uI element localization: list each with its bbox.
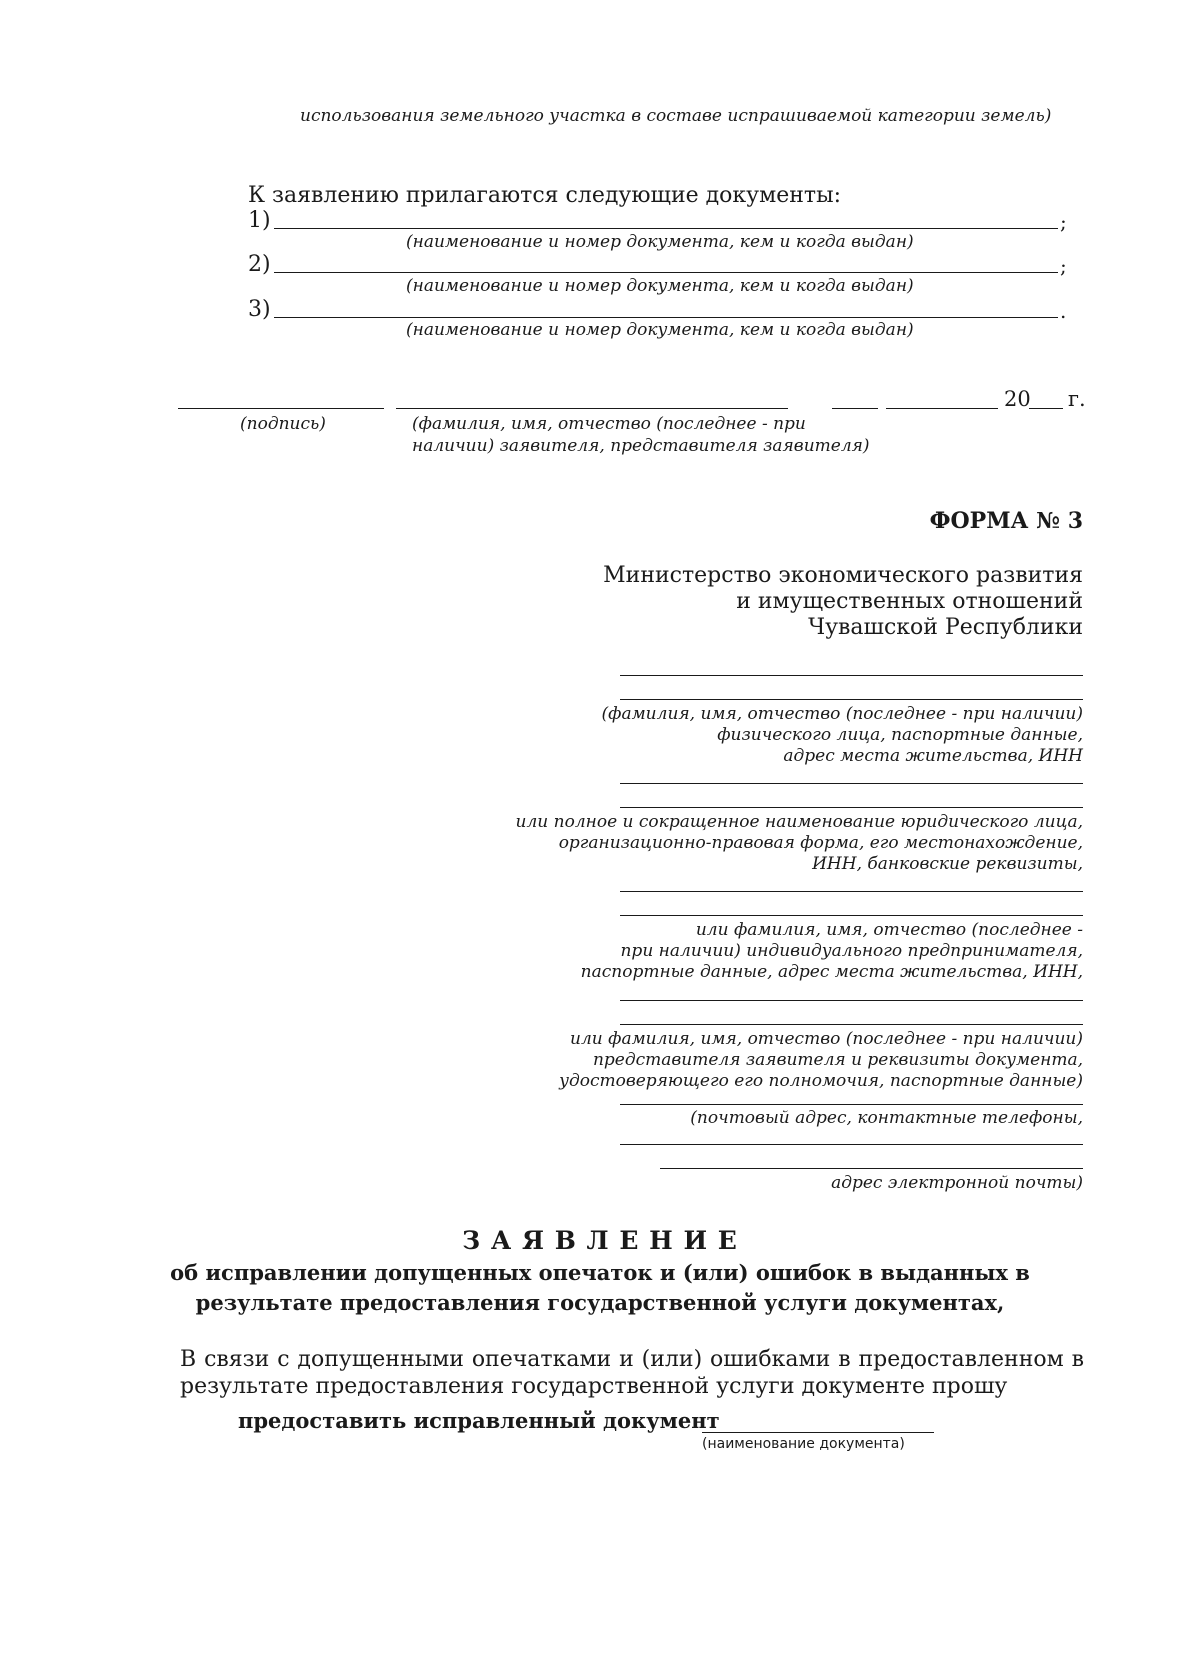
full-name-hint: (фамилия, имя, отчество (последнее - при <box>412 414 806 434</box>
applicant-note: (фамилия, имя, отчество (последнее - при наличии) <box>601 704 1083 724</box>
attachment-number: 2) <box>248 252 271 277</box>
attachment-hint: (наименование и номер документа, кем и когда выдан) <box>406 320 914 340</box>
recipient-line: Министерство экономического развития <box>603 563 1083 588</box>
attachment-blank-line[interactable] <box>274 272 1058 273</box>
email-note: адрес электронной почты) <box>831 1173 1083 1193</box>
applicant-note: организационно-правовая форма, его местонахождение, <box>558 833 1083 853</box>
applicant-note: или полное и сокращенное наименование юридического лица, <box>515 812 1083 832</box>
year-line[interactable] <box>1029 408 1063 409</box>
signature-hint: (подпись) <box>240 414 326 434</box>
year-prefix: 20 <box>1004 387 1031 411</box>
document-name-hint: (наименование документа) <box>702 1436 905 1452</box>
form-title: ФОРМА № 3 <box>929 508 1083 534</box>
applicant-note: или фамилия, имя, отчество (последнее - <box>695 920 1083 940</box>
recipient-line: и имущественных отношений <box>736 589 1083 614</box>
top-note: использования земельного участка в составе испрашиваемой категории земель) <box>300 106 1052 126</box>
month-line[interactable] <box>886 408 998 409</box>
applicant-line[interactable] <box>620 891 1083 892</box>
attachment-end-mark: ; <box>1060 254 1067 278</box>
applicant-note: удостоверяющего его полномочия, паспортные данные) <box>559 1071 1083 1091</box>
year-suffix: г. <box>1068 387 1086 411</box>
day-line[interactable] <box>832 408 878 409</box>
statement-subheading: результате предоставления государственной услуги документах, <box>195 1290 1005 1315</box>
attachment-end-mark: ; <box>1060 210 1067 234</box>
applicant-line[interactable] <box>620 1024 1083 1025</box>
attachment-blank-line[interactable] <box>274 228 1058 229</box>
statement-heading: З А Я В Л Е Н И Е <box>462 1226 738 1255</box>
document-name-line[interactable] <box>702 1432 934 1433</box>
attachments-intro: К заявлению прилагаются следующие документы: <box>248 183 841 208</box>
contacts-line[interactable] <box>620 1104 1083 1105</box>
attachment-number: 1) <box>248 208 271 233</box>
full-name-hint: наличии) заявителя, представителя заявителя) <box>412 436 870 456</box>
statement-request: предоставить исправленный документ <box>238 1408 720 1433</box>
applicant-note: или фамилия, имя, отчество (последнее - при наличии) <box>570 1029 1083 1049</box>
applicant-note: физического лица, паспортные данные, <box>717 725 1083 745</box>
applicant-line[interactable] <box>620 915 1083 916</box>
signature-line[interactable] <box>178 408 384 409</box>
applicant-line[interactable] <box>620 1000 1083 1001</box>
statement-subheading: об исправлении допущенных опечаток и (или) ошибок в выданных в <box>170 1260 1030 1285</box>
statement-body: результате предоставления государственной услуги документе прошу <box>180 1374 1008 1399</box>
applicant-note: адрес места жительства, ИНН <box>783 746 1083 766</box>
applicant-line[interactable] <box>620 675 1083 676</box>
contacts-note: (почтовый адрес, контактные телефоны, <box>690 1108 1083 1128</box>
applicant-note: ИНН, банковские реквизиты, <box>812 854 1083 874</box>
applicant-note: паспортные данные, адрес места жительства, ИНН, <box>580 962 1083 982</box>
attachment-hint: (наименование и номер документа, кем и когда выдан) <box>406 232 914 252</box>
attachment-blank-line[interactable] <box>274 317 1058 318</box>
applicant-note: при наличии) индивидуального предпринимателя, <box>620 941 1083 961</box>
full-name-line[interactable] <box>396 408 788 409</box>
email-line[interactable] <box>660 1168 1083 1169</box>
applicant-line[interactable] <box>620 807 1083 808</box>
attachment-number: 3) <box>248 297 271 322</box>
applicant-line[interactable] <box>620 699 1083 700</box>
attachment-end-mark: . <box>1060 299 1067 323</box>
applicant-line[interactable] <box>620 783 1083 784</box>
recipient-line: Чувашской Республики <box>808 615 1083 640</box>
applicant-note: представителя заявителя и реквизиты документа, <box>592 1050 1083 1070</box>
statement-body: В связи с допущенными опечатками и (или) ошибками в предоставленном в <box>180 1347 1084 1372</box>
contacts-line[interactable] <box>620 1144 1083 1145</box>
attachment-hint: (наименование и номер документа, кем и когда выдан) <box>406 276 914 296</box>
